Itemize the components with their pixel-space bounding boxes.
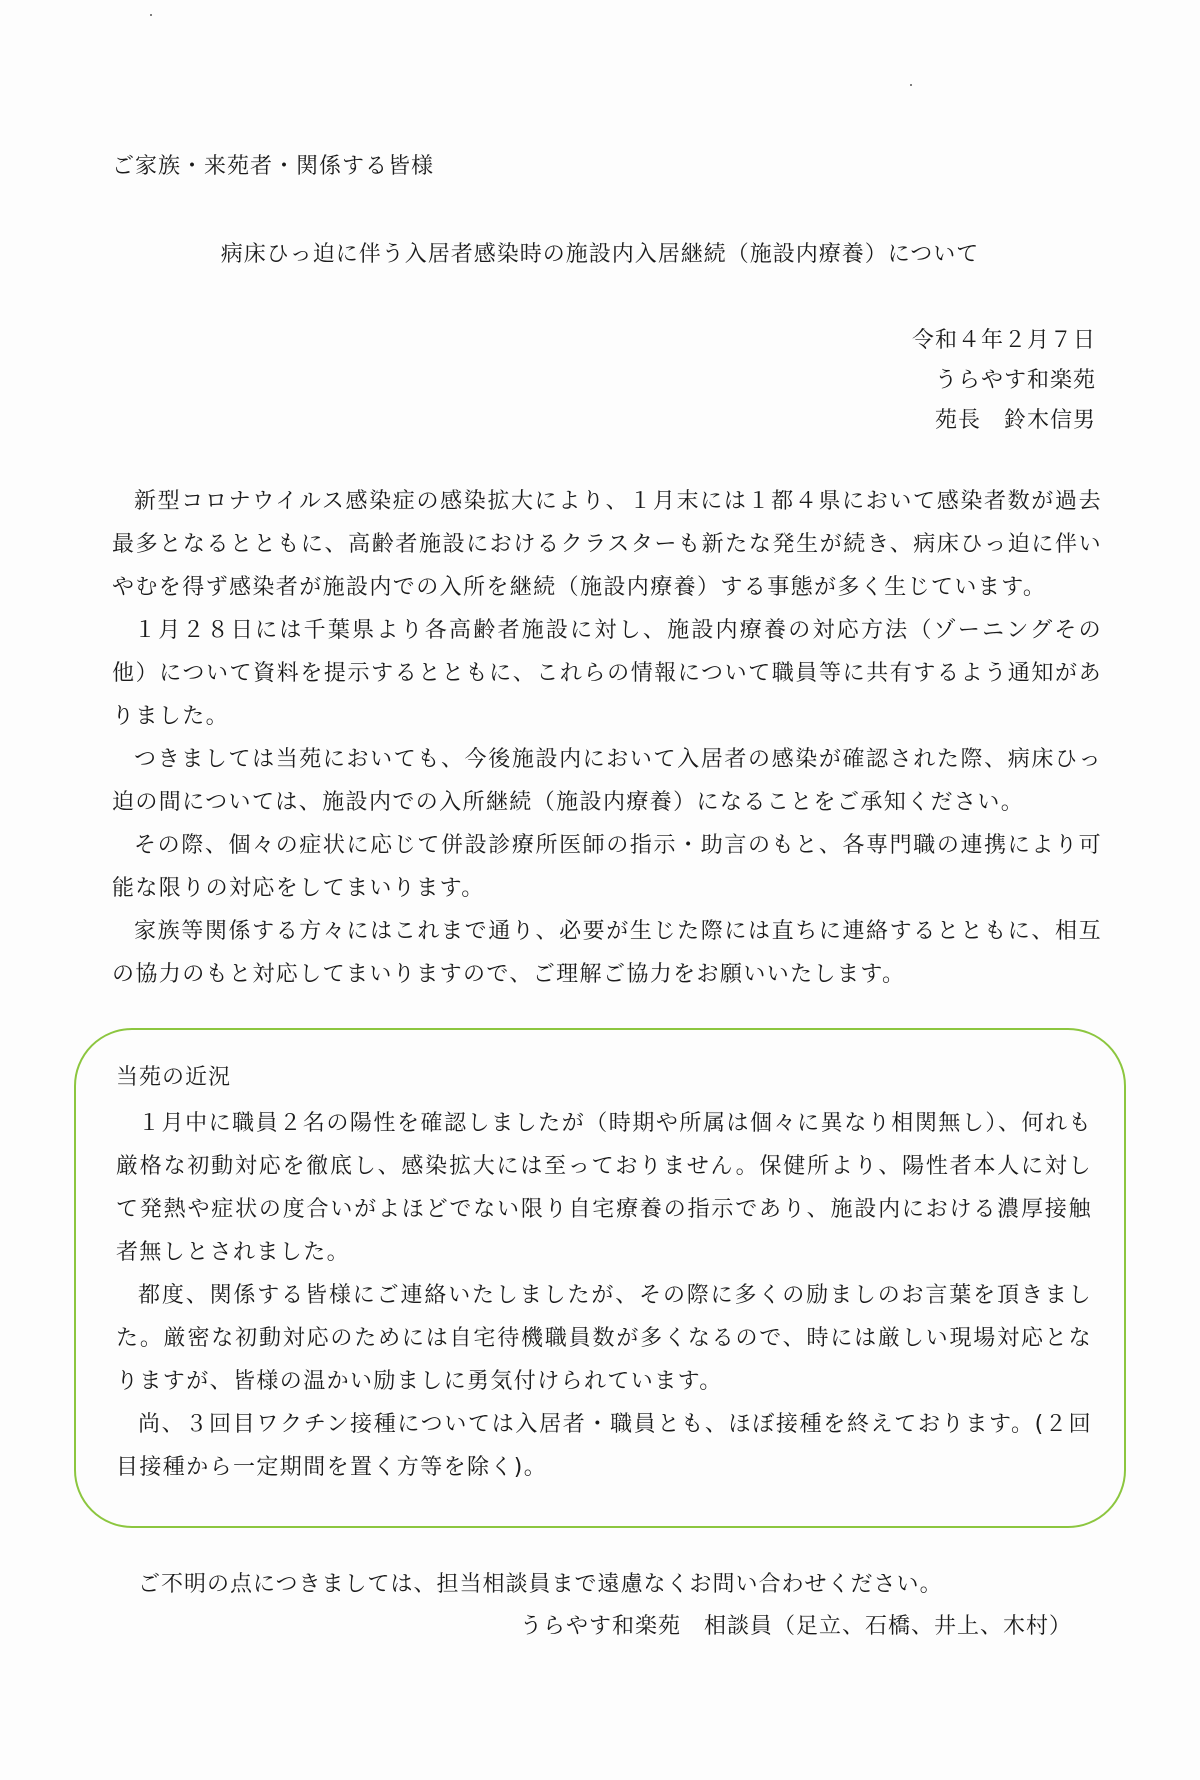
body-paragraph: １月２８日には千葉県より各高齢者施設に対し、施設内療養の対応方法（ゾーニングその他）について資料を提示するとともに、これらの情報について職員等に共有するよう通知がありました。 [112, 618, 1102, 729]
scan-speck [910, 84, 912, 86]
salutation: ご家族・来苑者・関係する皆様 [112, 154, 435, 179]
contact-persons: うらやす和楽苑 相談員（足立、石橋、井上、木村） [519, 1614, 1072, 1639]
issue-date: 令和４年２月７日 [911, 328, 1096, 353]
signatory-name: 苑長 鈴木信男 [934, 408, 1096, 433]
letter-body [112, 480, 1102, 996]
box-paragraph: １月中に職員２名の陽性を確認しましたが（時期や所属は個々に異なり相関無し）、何れも厳格な初動対応を徹底し、感染拡大には至っておりません。保健所より、陽性者本人に対して発熱や症状の度合いがよほどでない限り自宅療養の指示であり、施設内における濃厚接触者無しとされました。 [116, 1111, 1092, 1265]
body-paragraph: その際、個々の症状に応じて併設診療所医師の指示・助言のもと、各専門職の連携により可能な限りの対応をしてまいります。 [112, 833, 1102, 901]
box-heading: 当苑の近況 [116, 1065, 232, 1090]
closing-note: ご不明の点につきましては、担当相談員まで遠慮なくお問い合わせください。 [138, 1572, 943, 1597]
body-paragraph: 新型コロナウイルス感染症の感染拡大により、１月末には１都４県において感染者数が過去最多となるとともに、高齢者施設におけるクラスターも新たな発生が続き、病床ひっ迫に伴いやむを得ず感染者が施設内での入所を継続（施設内療養）する事態が多く生じています。 [112, 489, 1102, 600]
body-paragraph: 家族等関係する方々にはこれまで通り、必要が生じた際には直ちに連絡するとともに、相互の協力のもと対応してまいりますので、ご理解ご協力をお願いいたします。 [112, 919, 1102, 987]
organization-name: うらやす和楽苑 [934, 368, 1096, 393]
scan-speck [150, 14, 152, 16]
box-body [116, 1102, 1092, 1489]
box-paragraph: 尚、３回目ワクチン接種については入居者・職員とも、ほぼ接種を終えております。(２回目接種から一定期間を置く方等を除く)。 [116, 1412, 1092, 1480]
box-paragraph: 都度、関係する皆様にご連絡いたしましたが、その際に多くの励ましのお言葉を頂きました。厳密な初動対応のためには自宅待機職員数が多くなるので、時には厳しい現場対応となりますが、皆様の温かい励ましに勇気付けられています。 [116, 1283, 1092, 1394]
document-title: 病床ひっ迫に伴う入居者感染時の施設内入居継続（施設内療養）について [220, 242, 980, 267]
body-paragraph: つきましては当苑においても、今後施設内において入居者の感染が確認された際、病床ひっ迫の間については、施設内での入所継続（施設内療養）になることをご承知ください。 [112, 747, 1102, 815]
